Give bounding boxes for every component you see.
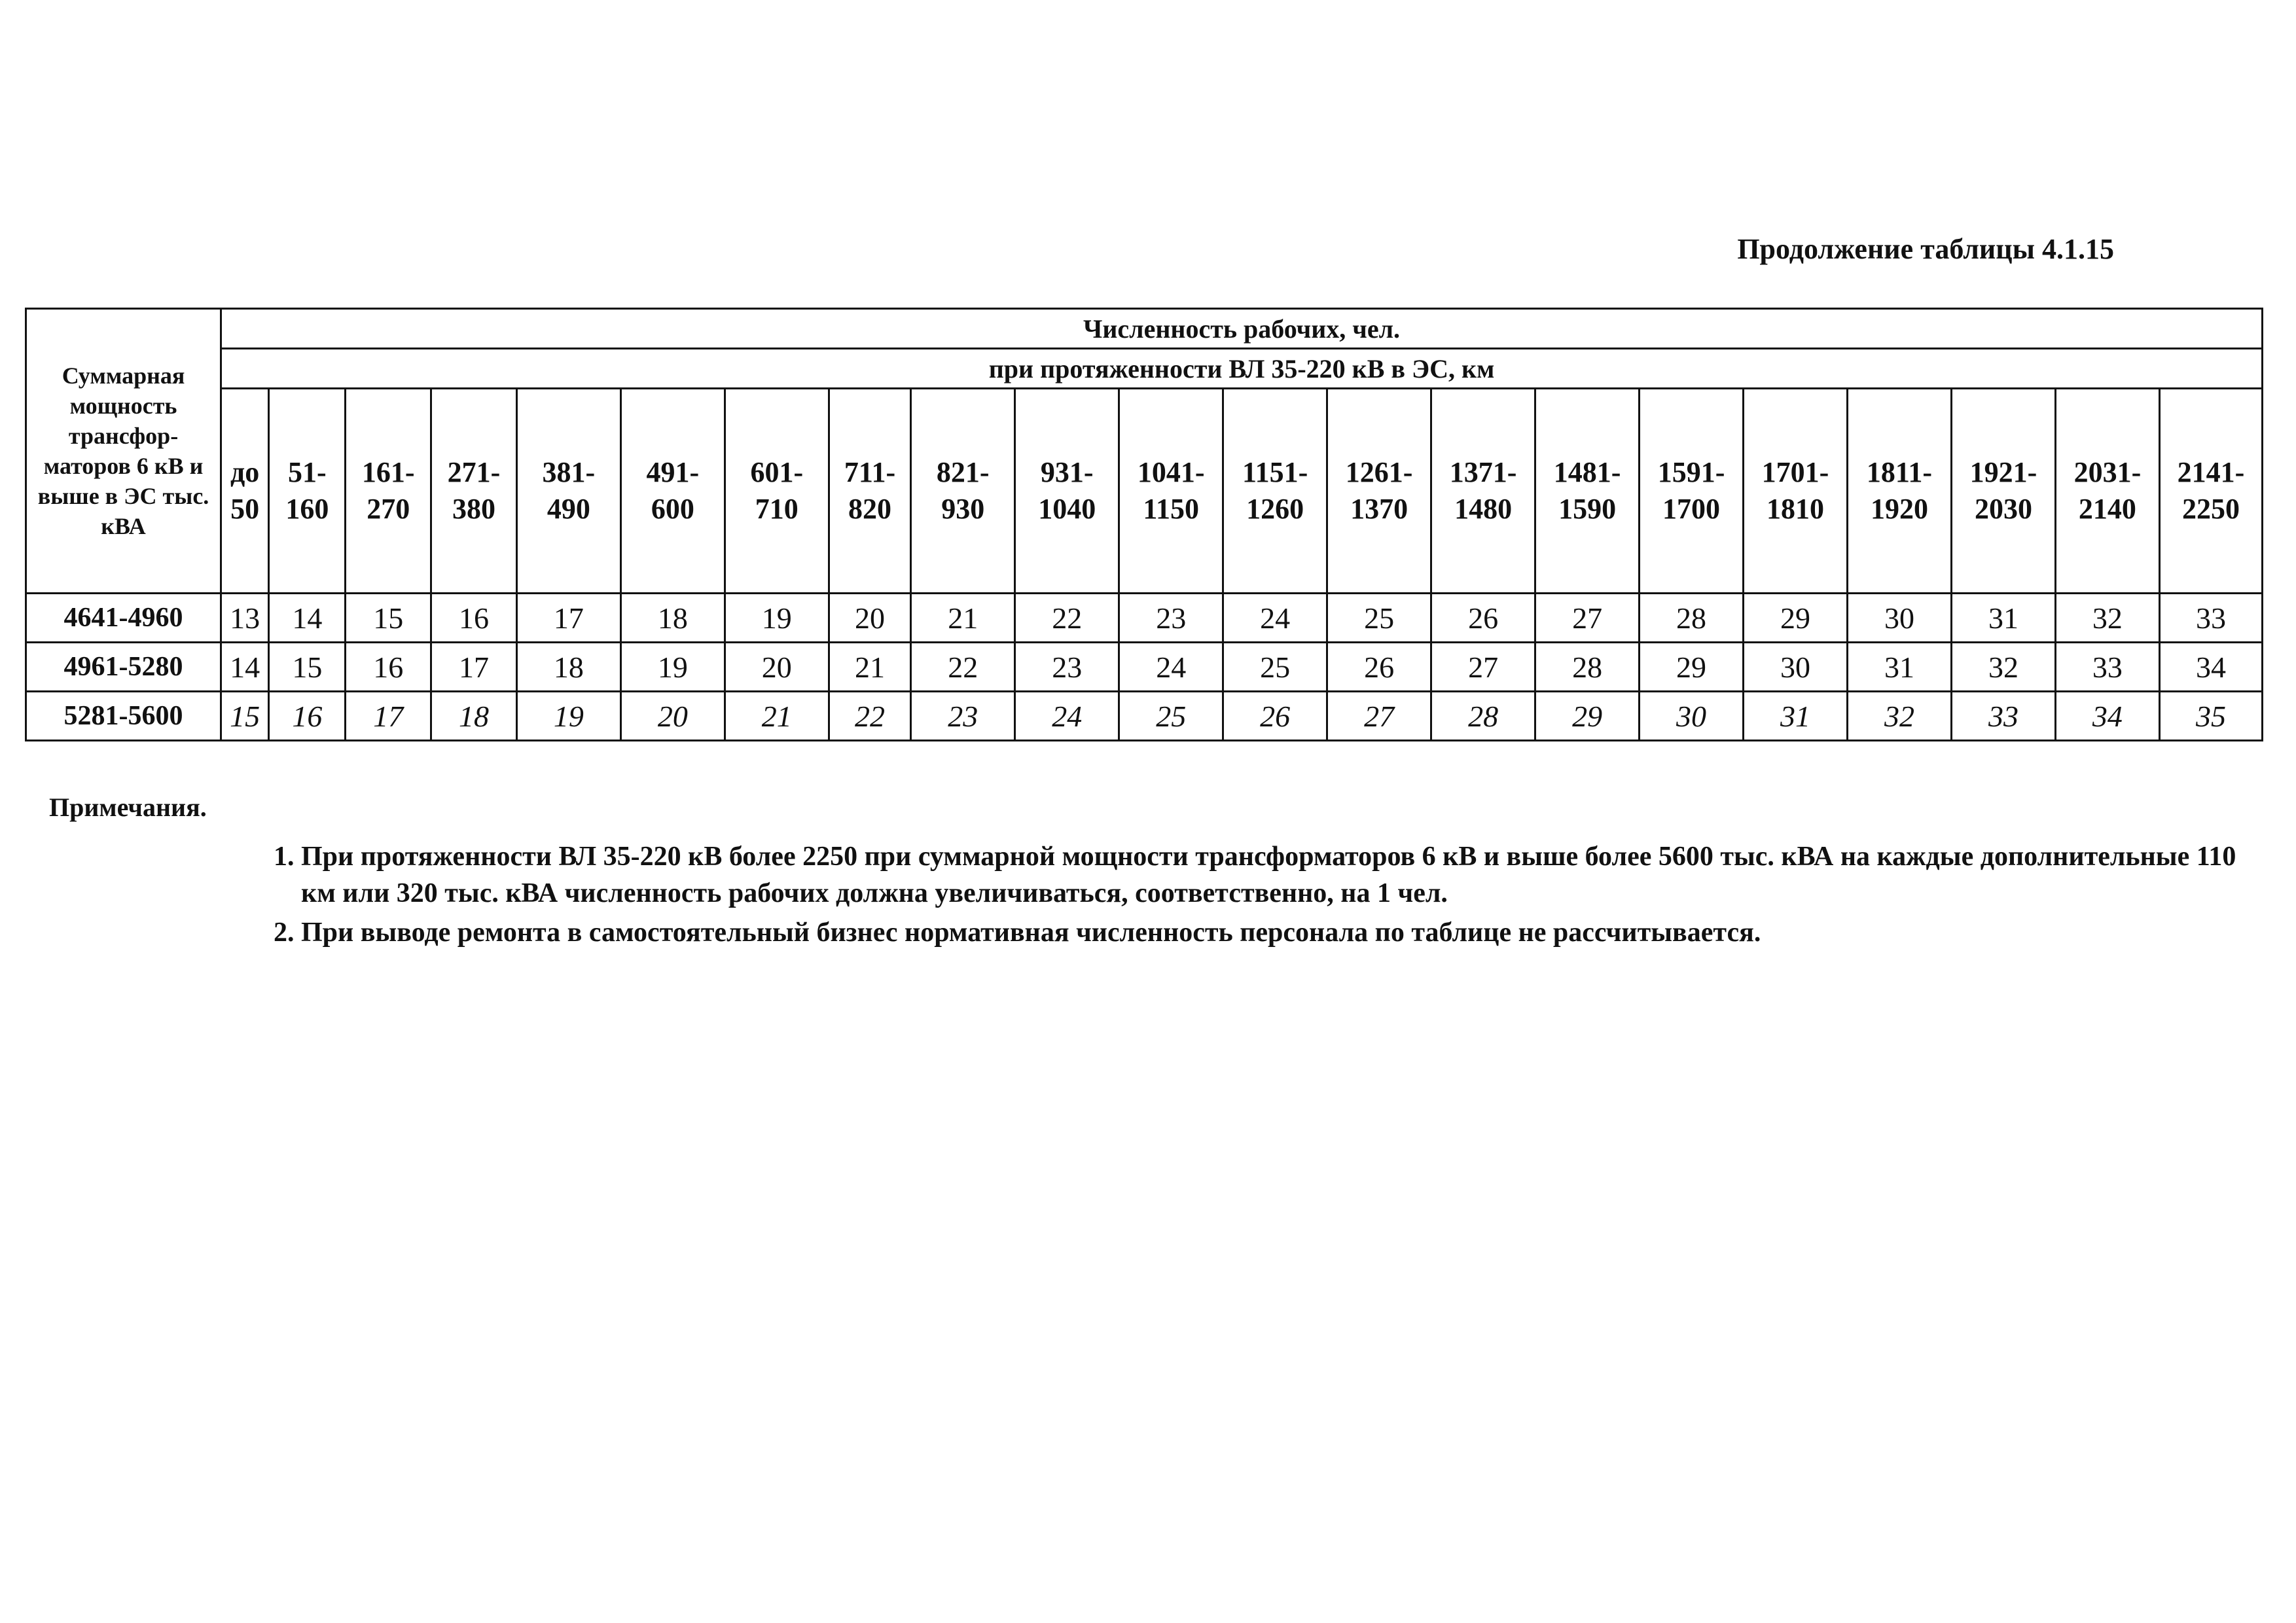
range-header-part: 1151- — [1242, 456, 1308, 488]
range-header-part: 1261- — [1345, 456, 1413, 488]
staff-count-cell: 16 — [346, 643, 431, 692]
staff-count-cell: 19 — [516, 692, 620, 741]
staff-count-cell: 22 — [1015, 594, 1119, 643]
range-header-part: 1040 — [1038, 493, 1096, 525]
power-range-cell: 4961-5280 — [26, 643, 221, 692]
staff-count-cell: 21 — [829, 643, 911, 692]
range-header-cell — [1119, 389, 1223, 594]
staff-count-cell: 29 — [1535, 692, 1640, 741]
range-header-cell — [1327, 389, 1431, 594]
range-header-part: 1480 — [1454, 493, 1513, 525]
staff-count-cell: 33 — [2055, 643, 2159, 692]
staff-count-cell: 20 — [725, 643, 829, 692]
range-header-part: 1150 — [1143, 493, 1199, 525]
staff-count-cell: 23 — [911, 692, 1015, 741]
range-header-cell — [911, 389, 1015, 594]
range-header-part: 710 — [755, 493, 798, 525]
staff-count-cell: 14 — [221, 643, 269, 692]
range-header-cell — [221, 389, 269, 594]
staff-count-cell: 35 — [2159, 692, 2262, 741]
range-header-cell — [829, 389, 911, 594]
table-row — [26, 594, 2263, 643]
range-header-part: 601- — [750, 456, 804, 488]
staff-table-container — [25, 308, 2263, 741]
staff-count-cell: 18 — [431, 692, 517, 741]
range-header-part: 2031- — [2073, 456, 2142, 488]
range-header-part: 711- — [844, 456, 896, 488]
range-header-part: 2140 — [2078, 493, 2136, 525]
staff-count-cell: 22 — [829, 692, 911, 741]
range-header-part: 2141- — [2177, 456, 2245, 488]
table-row — [26, 692, 2263, 741]
range-header-part: 160 — [285, 493, 329, 525]
range-header-part: 1591- — [1657, 456, 1725, 488]
range-header-part: 161- — [361, 456, 415, 488]
table-body — [26, 594, 2263, 741]
range-header-cell — [1640, 389, 1744, 594]
range-header-cell — [346, 389, 431, 594]
staff-count-cell: 24 — [1119, 643, 1223, 692]
staff-count-cell: 28 — [1431, 692, 1535, 741]
range-header-cell — [620, 389, 725, 594]
staff-count-cell: 31 — [1847, 643, 1951, 692]
staff-count-cell: 21 — [725, 692, 829, 741]
staff-count-cell: 27 — [1535, 594, 1640, 643]
range-header-part: 380 — [452, 493, 495, 525]
range-header-part: 600 — [651, 493, 694, 525]
staff-count-cell: 31 — [1744, 692, 1848, 741]
staff-count-cell: 32 — [1847, 692, 1951, 741]
range-header-part: 2030 — [1974, 493, 2032, 525]
range-header-part: 1590 — [1558, 493, 1617, 525]
staff-count-cell: 17 — [431, 643, 517, 692]
staff-count-cell: 19 — [620, 643, 725, 692]
staff-count-cell: 21 — [911, 594, 1015, 643]
table-continuation-label: Продолжение таблицы 4.1.15 — [1737, 233, 2114, 265]
staff-count-cell: 25 — [1223, 643, 1327, 692]
staff-count-cell: 14 — [269, 594, 346, 643]
staff-count-cell: 29 — [1744, 594, 1848, 643]
staff-count-cell: 19 — [725, 594, 829, 643]
staff-count-cell: 26 — [1431, 594, 1535, 643]
range-header-part: 930 — [941, 493, 985, 525]
staff-count-cell: 27 — [1431, 643, 1535, 692]
staff-count-cell: 30 — [1847, 594, 1951, 643]
staff-count-cell: 26 — [1327, 643, 1431, 692]
staff-count-cell: 16 — [269, 692, 346, 741]
range-header-cell — [2159, 389, 2262, 594]
range-header-part: 1260 — [1246, 493, 1304, 525]
staff-count-cell: 15 — [221, 692, 269, 741]
staff-count-cell: 24 — [1223, 594, 1327, 643]
range-header-cell — [1535, 389, 1640, 594]
staff-count-cell: 20 — [620, 692, 725, 741]
range-header-part: 271- — [447, 456, 501, 488]
range-header-part: 381- — [542, 456, 596, 488]
range-header-part: 820 — [848, 493, 892, 525]
range-header-cell — [269, 389, 346, 594]
range-header-part: 1370 — [1350, 493, 1408, 525]
range-header-part: 270 — [367, 493, 410, 525]
staff-count-cell: 34 — [2159, 643, 2262, 692]
staff-count-cell: 16 — [431, 594, 517, 643]
staff-table — [25, 308, 2263, 741]
staff-count-header: Численность рабочих, чел. — [221, 309, 2263, 349]
range-header-cell — [1431, 389, 1535, 594]
power-column-header: Суммарная мощность трансфор-маторов 6 кВ и выше в ЭС тыс. кВА — [26, 309, 221, 594]
staff-count-cell: 28 — [1535, 643, 1640, 692]
range-header-part: 1810 — [1767, 493, 1824, 525]
range-header-part: 51- — [288, 456, 327, 488]
staff-count-cell: 30 — [1744, 643, 1848, 692]
range-header-part: 491- — [646, 456, 700, 488]
staff-count-cell: 18 — [620, 594, 725, 643]
staff-count-cell: 15 — [346, 594, 431, 643]
staff-count-cell: 31 — [1951, 594, 2055, 643]
power-range-cell: 4641-4960 — [26, 594, 221, 643]
staff-count-cell: 18 — [516, 643, 620, 692]
notes-title: Примечания. — [49, 793, 207, 822]
staff-count-cell: 29 — [1640, 643, 1744, 692]
staff-count-cell: 25 — [1119, 692, 1223, 741]
range-header-part: 821- — [936, 456, 990, 488]
range-header-cell — [1951, 389, 2055, 594]
table-row — [26, 643, 2263, 692]
range-header-cell — [1223, 389, 1327, 594]
notes-section — [49, 792, 2248, 954]
staff-count-cell: 33 — [1951, 692, 2055, 741]
range-header-part: 1481- — [1553, 456, 1621, 488]
range-header-part: 2250 — [2181, 493, 2240, 525]
power-range-cell: 5281-5600 — [26, 692, 221, 741]
staff-count-cell: 30 — [1640, 692, 1744, 741]
staff-count-cell: 27 — [1327, 692, 1431, 741]
range-header-part: 50 — [230, 493, 260, 525]
range-header-cell — [1015, 389, 1119, 594]
staff-count-cell: 33 — [2159, 594, 2262, 643]
note-item: 1. При протяженности ВЛ 35-220 кВ более 2250 при суммарной мощности трансформаторов 6 кВ и выше более 5600 тыс. кВА на каждые дополнительные 110 км или 320 тыс. кВА численность рабочих должна увеличиваться, соответственно, на 1 чел. — [301, 838, 2248, 912]
note-item: 2. При выводе ремонта в самостоятельный бизнес нормативная численность персонала по таблице не рассчитывается. — [301, 914, 2248, 951]
range-header-part: 490 — [547, 493, 590, 525]
range-header-cell — [725, 389, 829, 594]
range-header-cell — [1744, 389, 1848, 594]
range-header-part: 1700 — [1662, 493, 1721, 525]
staff-count-cell: 23 — [1015, 643, 1119, 692]
staff-count-cell: 23 — [1119, 594, 1223, 643]
range-header-cell — [516, 389, 620, 594]
range-header-part: 1811- — [1866, 456, 1933, 488]
staff-count-cell: 34 — [2055, 692, 2159, 741]
range-header-part: 1701- — [1761, 456, 1829, 488]
staff-count-cell: 32 — [2055, 594, 2159, 643]
notes-list — [49, 838, 2248, 951]
range-header-part: 931- — [1040, 456, 1094, 488]
staff-count-cell: 25 — [1327, 594, 1431, 643]
range-header-part: 1041- — [1137, 456, 1205, 488]
staff-count-cell: 17 — [516, 594, 620, 643]
staff-count-cell: 32 — [1951, 643, 2055, 692]
staff-count-cell: 20 — [829, 594, 911, 643]
line-length-header: при протяженности ВЛ 35-220 кВ в ЭС, км — [221, 349, 2263, 389]
range-header-cell — [2055, 389, 2159, 594]
staff-count-cell: 13 — [221, 594, 269, 643]
range-header-part: 1920 — [1870, 493, 1928, 525]
staff-count-cell: 22 — [911, 643, 1015, 692]
range-header-part: 1371- — [1449, 456, 1517, 488]
range-header-cell — [431, 389, 517, 594]
staff-count-cell: 28 — [1640, 594, 1744, 643]
staff-count-cell: 15 — [269, 643, 346, 692]
range-header-cell — [1847, 389, 1951, 594]
range-header-row — [26, 389, 2263, 594]
staff-count-cell: 26 — [1223, 692, 1327, 741]
staff-count-cell: 17 — [346, 692, 431, 741]
staff-count-cell: 24 — [1015, 692, 1119, 741]
range-header-part: 1921- — [1969, 456, 2037, 488]
range-header-part: до — [230, 456, 260, 488]
